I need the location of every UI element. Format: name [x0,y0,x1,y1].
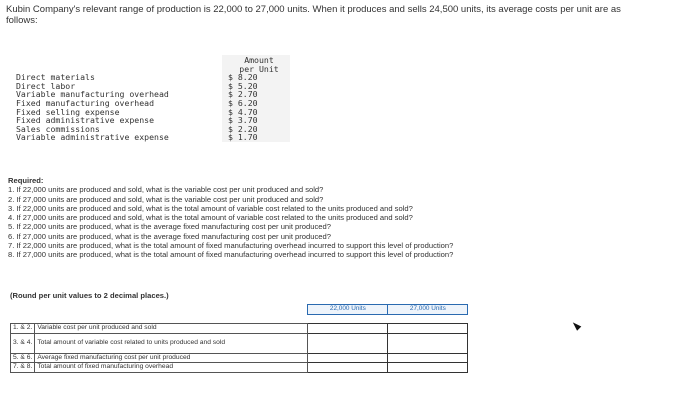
cost-amount: $ 2.70 [222,90,290,99]
answer-input-22000[interactable] [308,353,388,363]
amount-header [222,55,290,73]
required-item: 2. If 27,000 units are produced and sold, what is the variable cost per unit produced and sold? [8,194,324,204]
answer-input-22000[interactable] [308,363,388,373]
cost-label: Variable manufacturing overhead [16,89,169,100]
cost-amount: $ 1.70 [222,133,290,142]
row-description: Total amount of variable cost related to units produced and sold [35,333,308,353]
required-item: 7. If 22,000 units are produced, what is the total amount of fixed manufacturing overhead incurred to support this level of production? [8,241,454,251]
required-item: 8. If 27,000 units are produced, what is the total amount of fixed manufacturing overhead incurred to support this level of production? [8,250,454,260]
answer-input-27000[interactable] [388,324,468,334]
cost-row [16,133,290,142]
problem-intro: Kubin Company's relevant range of production is 22,000 to 27,000 units. When it produces and sells 24,500 units, its average costs per unit are as follows: [6,4,621,26]
column-header-27000: 27,000 Units [388,305,468,315]
row-number: 3. & 4. [11,333,35,353]
cost-label: Direct labor [16,80,76,91]
amount-header-line2: per Unit [239,63,279,74]
cost-label: Sales commissions [16,123,100,134]
row-description: Average fixed manufacturing cost per unit produced [35,353,308,363]
required-item: 4. If 27,000 units are produced and sold, what is the total amount of variable cost related to the units produced and sold? [8,213,413,223]
cost-amount: $ 4.70 [222,108,290,117]
cost-label: Fixed manufacturing overhead [16,97,155,108]
cost-amount: $ 3.70 [222,116,290,125]
cost-amount: $ 2.20 [222,125,290,134]
cost-amount: $ 8.20 [222,73,290,82]
row-description: Variable cost per unit produced and sold [35,324,308,334]
answer-row [11,333,468,353]
answer-input-27000[interactable] [388,363,468,373]
answer-input-22000[interactable] [308,324,388,334]
required-item: 6. If 27,000 units are produced, what is the average fixed manufacturing cost per unit produced? [8,231,331,241]
cost-label: Direct materials [16,72,95,83]
answer-row [11,324,468,334]
required-list [8,185,688,259]
row-number: 5. & 6. [11,353,35,363]
answer-input-22000[interactable] [308,333,388,353]
row-description: Total amount of fixed manufacturing overhead [35,363,308,373]
mouse-cursor-icon [571,320,582,331]
required-title: Required: [8,176,44,185]
rounding-instruction: (Round per unit values to 2 decimal places.) [10,291,169,300]
cost-label: Fixed administrative expense [16,115,155,126]
answer-input-27000[interactable] [388,353,468,363]
required-section [8,176,688,260]
cost-amount: $ 6.20 [222,99,290,108]
required-item: 3. If 22,000 units are produced and sold, what is the total amount of variable cost related to the units produced and sold? [8,203,413,213]
cost-per-unit-table [16,55,290,142]
required-item: 5. If 22,000 units are produced, what is the average fixed manufacturing cost per unit produced? [8,222,331,232]
cost-amount: $ 5.20 [222,82,290,91]
answer-input-27000[interactable] [388,333,468,353]
answer-row [11,363,468,373]
answer-row [11,353,468,363]
answer-table [10,304,468,373]
row-number: 1. & 2. [11,324,35,334]
column-header-22000: 22,000 Units [308,305,388,315]
cost-label: Fixed selling expense [16,106,120,117]
amount-header-line1: Amount [244,55,274,65]
cost-label: Variable administrative expense [16,132,169,143]
row-number: 7. & 8. [11,363,35,373]
required-item: 1. If 22,000 units are produced and sold, what is the variable cost per unit produced and sold? [8,185,324,195]
